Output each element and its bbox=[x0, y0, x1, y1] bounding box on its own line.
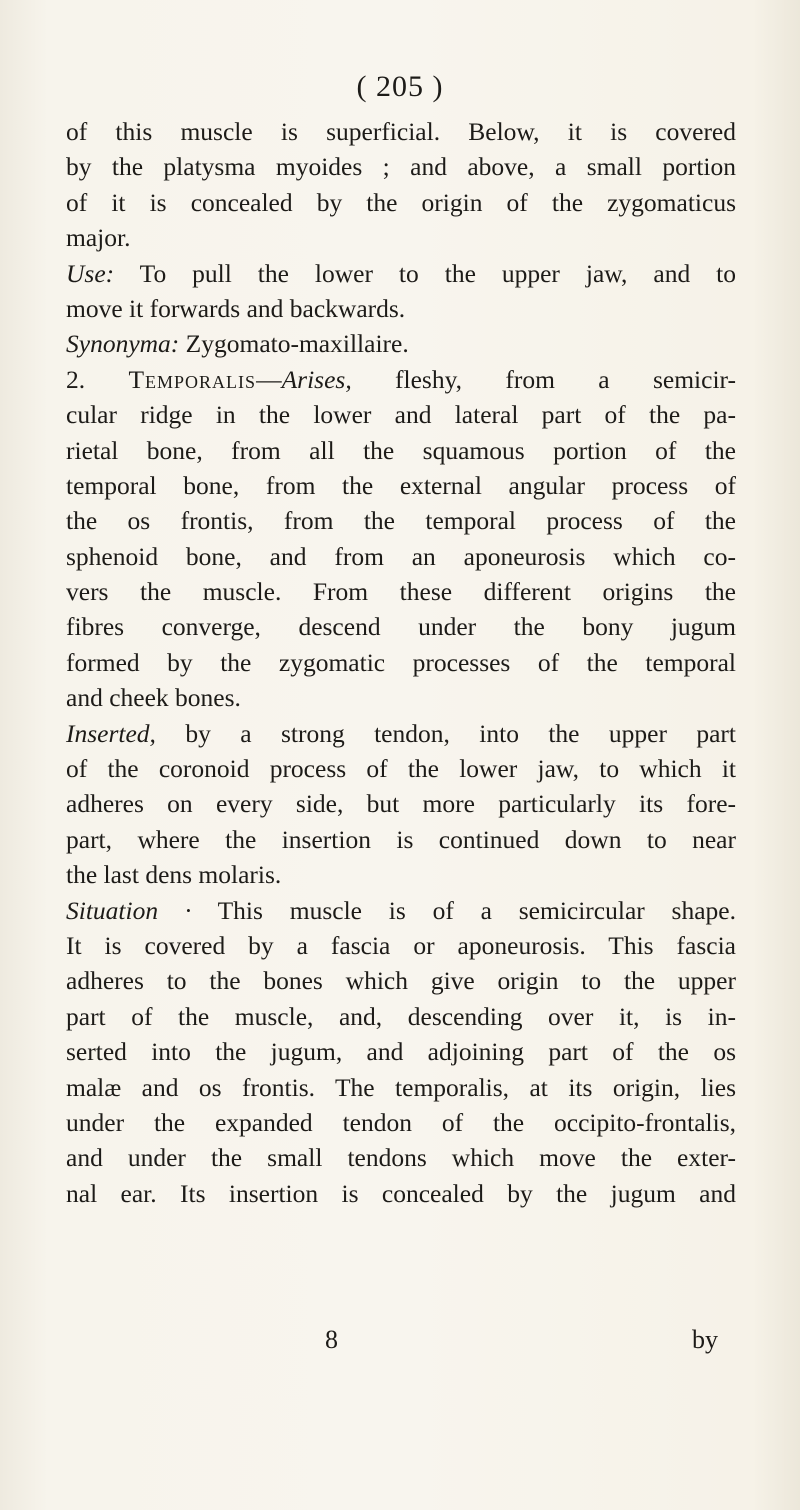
text-line bbox=[66, 751, 736, 786]
text-line bbox=[66, 857, 736, 892]
text-line bbox=[66, 1140, 736, 1175]
text-line bbox=[66, 149, 736, 184]
text-line bbox=[66, 256, 736, 291]
text-line bbox=[66, 963, 736, 998]
line-text: of the coronoid process of the lower jaw, to which it bbox=[66, 754, 736, 784]
muscle-name: Temporalis bbox=[128, 364, 257, 394]
text-line bbox=[66, 716, 736, 751]
line-lead: Inserted, bbox=[66, 718, 156, 748]
italic-term: Arises, bbox=[281, 364, 352, 394]
line-text: the os frontis, from the temporal process of the bbox=[66, 506, 736, 536]
line-lead: Use: bbox=[66, 258, 115, 288]
text-line bbox=[66, 291, 736, 326]
text-line bbox=[66, 468, 736, 503]
line-text: under the expanded tendon of the occipito-frontalis, bbox=[66, 1107, 736, 1137]
text-line bbox=[66, 680, 736, 715]
text-line bbox=[66, 928, 736, 963]
body-text bbox=[66, 114, 736, 1211]
line-text: of it is concealed by the origin of the zygomaticus bbox=[66, 187, 736, 217]
line-text: serted into the jugum, and adjoining part of the os bbox=[66, 1037, 736, 1067]
text-line bbox=[66, 999, 736, 1034]
line-lead: 2. bbox=[66, 364, 129, 394]
catchword: by bbox=[692, 1325, 718, 1354]
text-line bbox=[66, 433, 736, 468]
line-lead: Situation · bbox=[66, 895, 192, 925]
text-line bbox=[66, 893, 736, 928]
text-line bbox=[66, 786, 736, 821]
text-line bbox=[66, 1176, 736, 1211]
page-number-header: ( 205 ) bbox=[356, 70, 444, 103]
text-line bbox=[66, 397, 736, 432]
text-line bbox=[66, 220, 736, 255]
dash: — bbox=[256, 364, 282, 394]
text-line bbox=[66, 185, 736, 220]
line-text: adheres to the bones which give origin to the upper bbox=[66, 966, 736, 996]
line-text: fibres converge, descend under the bony jugum bbox=[66, 612, 736, 642]
line-text: To pull the lower to the upper jaw, and to bbox=[114, 258, 736, 288]
line-text: vers the muscle. From these different origins the bbox=[66, 577, 736, 607]
line-text: part, where the insertion is continued down to near bbox=[66, 824, 736, 854]
text-line bbox=[66, 539, 736, 574]
line-text: Zygomato-maxillaire. bbox=[179, 329, 409, 359]
line-text: by the platysma myoides ; and above, a small portion bbox=[66, 152, 736, 182]
signature-mark: 8 bbox=[325, 1325, 338, 1354]
text-line bbox=[66, 1105, 736, 1140]
line-text: This muscle is of a semicircular shape. bbox=[191, 895, 736, 925]
line-text: the last dens molaris. bbox=[66, 860, 282, 890]
text-line bbox=[66, 609, 736, 644]
text-line bbox=[66, 503, 736, 538]
line-text: and under the small tendons which move the exter- bbox=[66, 1143, 736, 1173]
line-text: by a strong tendon, into the upper part bbox=[155, 718, 736, 748]
line-text: and cheek bones. bbox=[66, 683, 241, 713]
line-text: cular ridge in the lower and lateral part of the pa- bbox=[66, 400, 736, 430]
line-text: sphenoid bone, and from an aponeurosis which co- bbox=[66, 541, 736, 571]
text-line bbox=[66, 574, 736, 609]
text-line bbox=[66, 326, 736, 361]
line-text: It is covered by a fascia or aponeurosis. This fascia bbox=[66, 930, 736, 960]
line-text: malæ and os frontis. The temporalis, at its origin, lies bbox=[66, 1072, 736, 1102]
line-text: move it forwards and backwards. bbox=[66, 293, 406, 323]
line-text: temporal bone, from the external angular process of bbox=[66, 470, 736, 500]
line-text: nal ear. Its insertion is concealed by the jugum and bbox=[66, 1178, 736, 1208]
line-text: major. bbox=[66, 223, 131, 253]
text-line bbox=[66, 114, 736, 149]
line-text: part of the muscle, and, descending over it, is in- bbox=[66, 1001, 736, 1031]
page-footer bbox=[0, 1325, 800, 1365]
line-text: formed by the zygomatic processes of the temporal bbox=[66, 647, 736, 677]
line-text: fleshy, from a semicir- bbox=[351, 364, 736, 394]
line-lead: Synonyma: bbox=[66, 329, 180, 359]
text-line bbox=[66, 1034, 736, 1069]
text-line bbox=[66, 1070, 736, 1105]
text-line bbox=[66, 645, 736, 680]
text-line bbox=[66, 822, 736, 857]
line-text: of this muscle is superficial. Below, it is covered bbox=[66, 117, 736, 146]
text-line bbox=[66, 362, 736, 397]
line-text: adheres on every side, but more particularly its fore- bbox=[66, 789, 736, 819]
line-text: rietal bone, from all the squamous portion of the bbox=[66, 435, 736, 465]
